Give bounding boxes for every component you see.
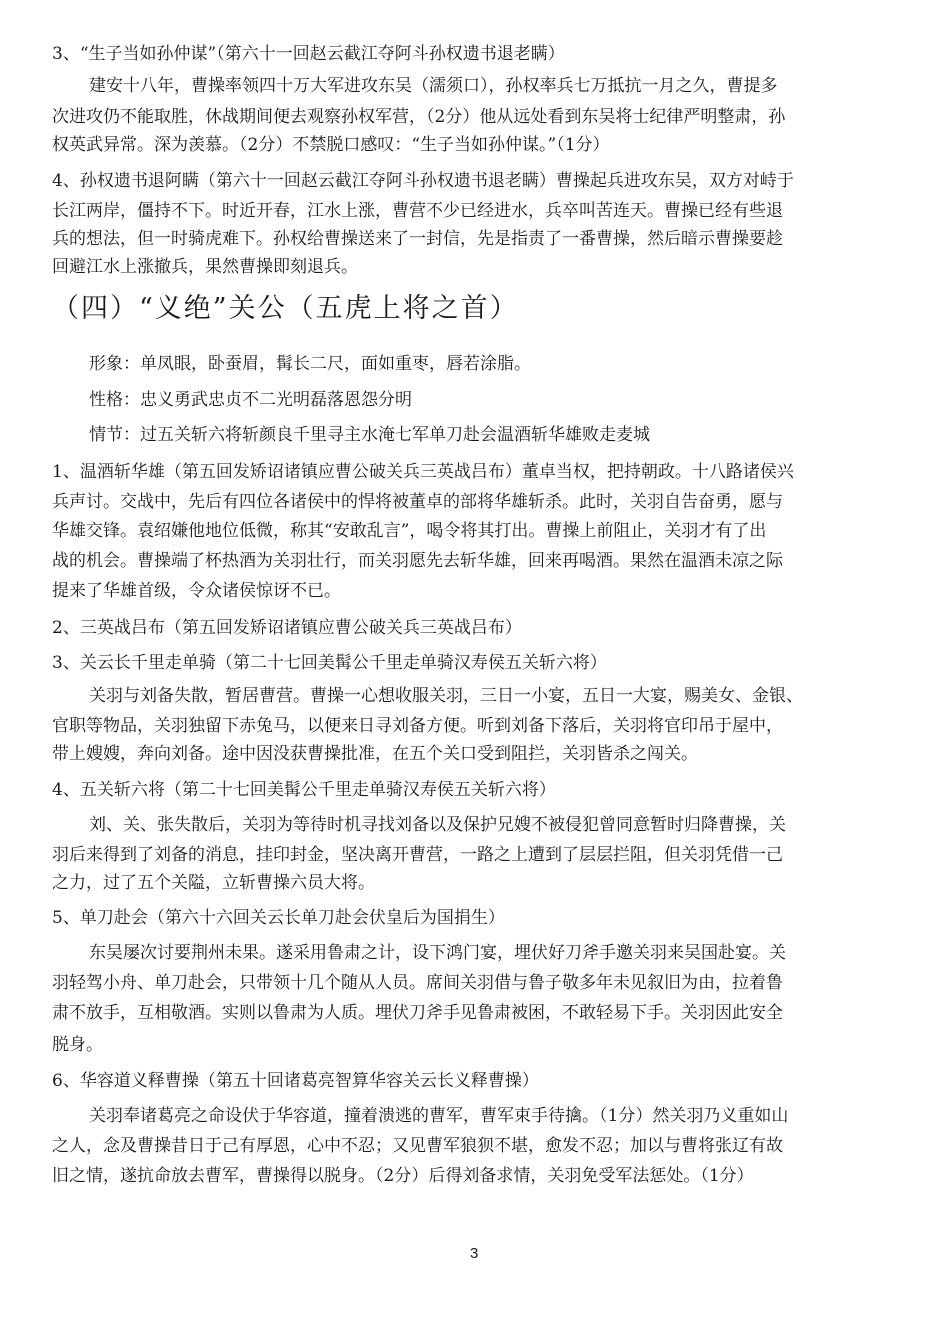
section-3-title: 3、“生子当如孙仲谋”（第六十一回赵云截江夺阿斗孙权遗书退老瞒）	[52, 44, 565, 64]
paragraph-line: 官职等物品，关羽独留下赤兔马，以便来日寻刘备方便。听到刘备下落后，关羽将官印吊于屋中，	[52, 716, 783, 736]
paragraph-line: 肃不放手，互相敬酒。实则以鲁肃为人质。埋伏刀斧手见鲁肃被困，不敢轻易下手。关羽因此安全	[52, 1003, 783, 1023]
item-3-title: 3、关云长千里走单骑（第二十七回美髯公千里走单骑汉寿侯五关斩六将）	[52, 653, 607, 673]
paragraph-line: 刘、关、张失散后，关羽为等待时机寻找刘备以及保护兄嫂不被侵犯曾同意暂时归降曹操，关	[89, 815, 786, 835]
paragraph-line: 战的机会。曹操端了杯热酒为关羽壮行，而关羽愿先去斩华雄，回来再喝酒。果然在温酒未凉之际	[52, 551, 783, 571]
paragraph-line: 关羽与刘备失散，暂居曹营。曹操一心想收服关羽，三日一小宴，五日一大宴，赐美女、金银、	[89, 686, 803, 706]
paragraph-line: 东吴屡次讨要荆州未果。遂采用鲁肃之计，设下鸿门宴，埋伏好刀斧手邀关羽来吴国赴宴。关	[89, 943, 786, 963]
appearance-line: 形象：单凤眼，卧蚕眉，髯长二尺，面如重枣，唇若涂脂。	[89, 354, 531, 374]
paragraph-line: 旧之情，遂抗命放去曹军，曹操得以脱身。（2分）后得刘备求情，关羽免受军法惩处。（1分）	[52, 1166, 754, 1186]
page-number: 3	[470, 1245, 479, 1262]
item-4-title: 4、五关斩六将（第二十七回美髯公千里走单骑汉寿侯五关斩六将）	[52, 780, 556, 800]
paragraph-line: 兵声讨。交战中，先后有四位各诸侯中的悍将被董卓的部将华雄斩杀。此时，关羽自告奋勇，愿与	[52, 492, 783, 512]
paragraph-line: 之力，过了五个关隘，立斩曹操六员大将。	[52, 873, 375, 893]
paragraph-line: 提来了华雄首级，令众诸侯惊讶不已。	[52, 581, 341, 601]
item-1-line: 1、温酒斩华雄（第五回发矫诏诸镇应曹公破关兵三英战吕布）董卓当权，把持朝政。十八路诸侯兴	[52, 462, 794, 482]
paragraph-line: 权英武异常。深为羡慕。（2分）不禁脱口感叹：“生子当如孙仲谋。”（1分）	[52, 135, 610, 155]
paragraph-line: 回避江水上涨撤兵，果然曹操即刻退兵。	[52, 257, 358, 277]
paragraph-line: 兵的想法，但一时骑虎难下。孙权给曹操送来了一封信，先是指责了一番曹操，然后暗示曹操要趁	[52, 229, 783, 249]
item-2-title: 2、三英战吕布（第五回发矫诏诸镇应曹公破关兵三英战吕布）	[52, 618, 522, 638]
paragraph-line: 建安十八年，曹操率领四十万大军进攻东吴（濡须口），孙权率兵七万抵抗一月之久，曹提多	[89, 76, 778, 96]
paragraph-line: 长江两岸，僵持不下。时近开春，江水上涨，曹营不少已经进水，兵卒叫苦连天。曹操已经有些退	[52, 201, 783, 221]
paragraph-line: 脱身。	[52, 1035, 103, 1055]
paragraph-line: 华雄交锋。袁绍嫌他地位低微，称其“安敢乱言”，喝令将其打出。曹操上前阻止，关羽才有了出	[52, 521, 767, 541]
paragraph-line: 之人，念及曹操昔日于己有厚恩，心中不忍；又见曹军狼狈不堪，愈发不忍；加以与曹将张辽有故	[52, 1136, 783, 1156]
chapter-heading: （四）“义绝”关公（五虎上将之首）	[52, 293, 519, 324]
section-4-line: 4、孙权遗书退阿瞒（第六十一回赵云截江夺阿斗孙权遗书退老瞒）曹操起兵进攻东吴，双方对峙于	[52, 171, 794, 191]
paragraph-line: 关羽奉诸葛亮之命设伏于华容道，撞着溃逃的曹军，曹军束手待擒。（1分）然关羽乃义重如山	[89, 1106, 789, 1126]
paragraph-line: 带上嫂嫂，奔向刘备。途中因没获曹操批准，在五个关口受到阻拦，关羽皆杀之闯关。	[52, 744, 698, 764]
paragraph-line: 羽轻驾小舟、单刀赴会，只带领十几个随从人员。席间关羽借与鲁子敬多年未见叙旧为由，拉着鲁	[52, 973, 783, 993]
item-6-title: 6、华容道义释曹操（第五十回诸葛亮智算华容关云长义释曹操）	[52, 1071, 539, 1091]
item-5-title: 5、单刀赴会（第六十六回关云长单刀赴会伏皇后为国捐生）	[52, 908, 505, 928]
paragraph-line: 次进攻仍不能取胜，休战期间便去观察孙权军营，（2分）他从远处看到东吴将士纪律严明整肃，孙	[52, 107, 786, 127]
paragraph-line: 羽后来得到了刘备的消息，挂印封金，坚决离开曹营，一路之上遭到了层层拦阻，但关羽凭借一己	[52, 845, 783, 865]
plot-line: 情节：过五关斩六将斩颜良千里寻主水淹七军单刀赴会温酒斩华雄败走麦城	[89, 425, 650, 445]
character-line: 性格：忠义勇武忠贞不二光明磊落恩怨分明	[89, 390, 412, 410]
